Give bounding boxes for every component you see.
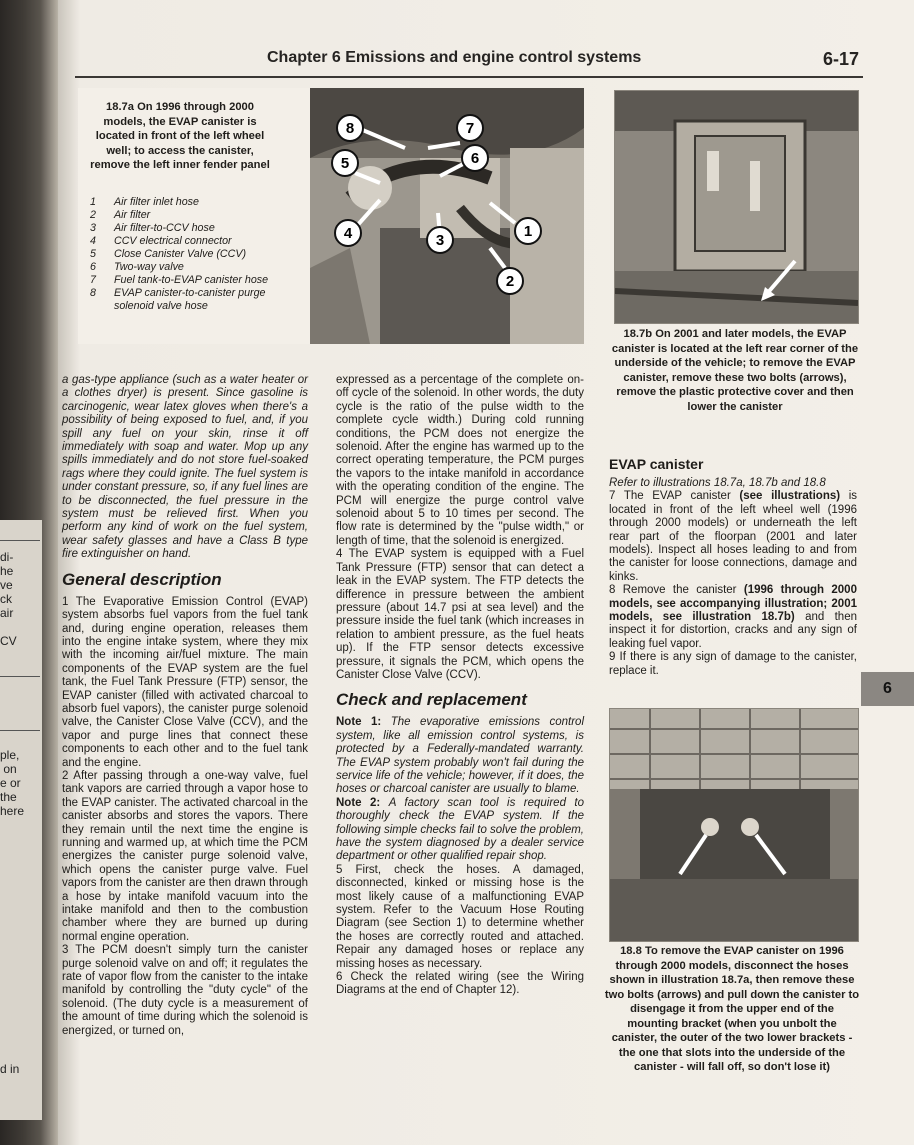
paragraph-2: 2 After passing through a one-way valve, fuel tank vapors are carried through a vapor hose to the EVAP canister. The activated charcoal in the canister absorbs and stores the vapors. There they remain until the next time the engine is running and warmed up, at which time the PCM energizes the canister purge solenoid valve, which opens the canister purge valve. Fuel vapors from the canister are then drawn through a hose by intake manifold vacuum into the intake manifold and then to the combustion chamber where they are burned up during normal engine operation. <box>62 769 308 943</box>
chapter-title: Chapter 6 Emissions and engine control systems <box>267 49 642 66</box>
previous-page-fragment: d in <box>0 1062 20 1076</box>
section-heading-check-and-replacement: Check and replacement <box>336 690 527 710</box>
legend-item <box>90 248 280 261</box>
legend-item <box>90 222 280 235</box>
legend-item <box>90 209 280 222</box>
paragraph-7 <box>609 490 857 584</box>
callout-label: 3 <box>435 232 445 249</box>
previous-page-fragment: he <box>0 564 14 578</box>
callout-label: 1 <box>523 223 533 240</box>
previous-page-fragment: ple, <box>0 748 20 762</box>
paragraph-7-bold: (see illustrations) <box>739 490 841 503</box>
legend-number: 2 <box>90 209 96 221</box>
text-column-3 <box>609 455 857 678</box>
page-number: 6-17 <box>822 49 859 69</box>
previous-page-rule <box>0 540 40 541</box>
paragraph-4: 4 The EVAP system is equipped with a Fuel Tank Pressure (FTP) sensor that can detect a leak in the EVAP system. The FTP detects the difference in pressure between the ambient pressure (about 14.7 psi at sea level) and the pressure inside the fuel tank (which increases in relation to ambient pressure, as the fuel heats up). If the FTP sensor detects excessive pressure, it signals the PCM, which opens the Canister Close Valve (CCV). <box>336 548 584 681</box>
previous-page-fragment: di- <box>0 550 14 564</box>
callout-label: 5 <box>340 155 350 172</box>
callout-label: 6 <box>470 150 480 167</box>
legend-label: Two-way valve <box>114 261 184 273</box>
engine-bay-photo <box>310 88 584 344</box>
previous-page-rule <box>0 676 40 677</box>
note-1-label: Note 1: <box>336 716 382 729</box>
legend-label: Air filter <box>114 209 151 221</box>
paragraph-8-rest: and then inspect it for distortion, cracks and any sign of leaking fuel vapor. <box>609 611 857 650</box>
legend-label: CCV electrical connector <box>114 235 232 247</box>
legend-number: 6 <box>90 261 96 273</box>
legend-label: Air filter-to-CCV hose <box>114 222 215 234</box>
figure-18-7a-caption: 18.7a On 1996 through 2000 models, the EVAP canister is located in front of the left wheel well; to access the canister, remove the left inner fender panel <box>90 101 270 171</box>
chapter-thumb-tab: 6 <box>861 672 914 706</box>
illustration-reference: Refer to illustrations 18.7a, 18.7b and 18.8 <box>609 477 826 489</box>
previous-page-fragment: air <box>0 606 14 620</box>
previous-page-rule <box>0 730 40 731</box>
previous-page-fragment: CV <box>0 634 17 648</box>
previous-page-fragment: e or <box>0 776 21 790</box>
legend-number: 8 <box>90 287 96 299</box>
legend-number: 3 <box>90 222 96 234</box>
legend-label: Close Canister Valve (CCV) <box>114 248 247 260</box>
note-2-label: Note 2: <box>336 796 381 809</box>
page-header <box>267 49 867 71</box>
figure-18-7a-photo <box>310 88 584 344</box>
paragraph-3-continued: expressed as a percentage of the complete on-off cycle of the solenoid. In other words, the duty cycle is the ratio of the pulse width to the complete cycle width.) During cold running conditions, the PCM does not energize the solenoid. After the engine has warmed up to the correct operating temperature, the PCM purges the vapors to the intake manifold in accordance with the operating condition of the engine. The PCM will energize the purge control valve solenoid about 5 to 10 times per second. The flow rate is determined by the "pulse width," or length of time, that the solenoid is energized. <box>336 374 584 547</box>
figure-18-7a-legend <box>90 196 280 313</box>
legend-label: Air filter inlet hose <box>114 196 199 208</box>
paragraph-7-rest: is located in front of the left wheel well (1996 through 2000 models) or underneath the left rear part of the floorpan (2001 and later models). Inspect all hoses leading to and from the canister for loose connections, damage and kinks. <box>609 490 858 583</box>
warning-continued: a gas-type appliance (such as a water heater or a clothes dryer) is present. Since gasoline is carcinogenic, wear latex gloves when there's a possibility of being exposed to fuel, and, if you spill any fuel on your skin, rinse it off immediately with soap and water. Mop up any spills immediately and do not store fuel-soaked rags where they could ignite. The fuel system is under constant pressure, so, if any fuel lines are to be disconnected, the fuel pressure in the system must be relieved first. When you perform any kind of work on the fuel system, wear safety glasses and have a Class B type fire extinguisher on hand. <box>62 374 308 561</box>
paragraph-8 <box>609 584 857 651</box>
legend-label: Fuel tank-to-EVAP canister hose <box>114 274 269 286</box>
section-heading-general-description: General description <box>62 569 222 589</box>
text-column-2 <box>336 374 584 998</box>
previous-page-fragment: ck <box>0 592 12 606</box>
legend-item <box>90 235 280 248</box>
paragraph-8-bold: (1996 through 2000 models, see accompanying illustration; 2001 models, see illustration 18.7b) <box>609 584 857 624</box>
canister-bolts-photo <box>610 709 858 941</box>
legend-label: EVAP canister-to-canister purge solenoid valve hose <box>114 287 266 312</box>
callout-label: 8 <box>345 120 355 137</box>
paragraph-9: 9 If there is any sign of damage to the canister, replace it. <box>609 651 857 677</box>
figure-18-8-caption: 18.8 To remove the EVAP canister on 1996 through 2000 models, disconnect the hoses shown in illustration 18.7a, then remove these two bolts (arrows) and pull down the canister to disengage it from the upper end of the mounting bracket (when you unbolt the canister, the outer of the two lower brackets - the one that slots into the underside of the canister - will fall off, so don't lose it) <box>604 945 860 1073</box>
previous-page-fragment: the <box>0 790 17 804</box>
figure-18-7b-caption: 18.7b On 2001 and later models, the EVAP canister is located at the left rear corner of the underside of the vehicle; to remove the EVAP canister, remove these two bolts (arrows), remove the plastic protective cover and then lower the canister <box>611 328 859 413</box>
text-column-1 <box>62 374 308 1038</box>
previous-page-fragment: ve <box>0 578 13 592</box>
note-1-text: The evaporative emissions control system, like all emission control systems, is protected by a Federally-mandated warranty. The EVAP system probably won't fail during the service life of the vehicle; however, if it does, the hoses or charcoal canister are usually to blame. <box>336 716 585 796</box>
paragraph-8-lead: 8 Remove the canister <box>609 584 744 597</box>
legend-number: 1 <box>90 196 96 208</box>
note-2-text: A factory scan tool is required to thoroughly check the EVAP system. If the following simple checks fail to solve the problem, have the system diagnosed by a dealer service department or other qualified repair shop. <box>336 796 585 863</box>
legend-item <box>90 274 280 287</box>
previous-page-fragment: on <box>0 762 17 776</box>
legend-item <box>90 261 280 274</box>
paragraph-3: 3 The PCM doesn't simply turn the canister purge solenoid valve on and off; it regulates the rate of vapor flow from the canister to the intake manifold by controlling the "duty cycle" of the solenoid. (The duty cycle is a measurement of the amount of time during which the solenoid is energized, or turned on, <box>62 944 308 1037</box>
legend-number: 5 <box>90 248 96 260</box>
paragraph-7-lead: 7 The EVAP canister <box>609 490 740 503</box>
callout-label: 7 <box>465 120 475 137</box>
legend-number: 4 <box>90 235 96 247</box>
subheading-evap-canister: EVAP canister <box>609 456 704 472</box>
note-1 <box>336 716 584 796</box>
legend-item <box>90 287 280 313</box>
legend-item <box>90 196 280 209</box>
figure-18-7b <box>614 90 859 324</box>
figure-18-8 <box>609 708 859 942</box>
legend-number: 7 <box>90 274 96 286</box>
underbody-canister-photo <box>615 91 858 323</box>
callout-label: 2 <box>505 273 515 290</box>
paragraph-1: 1 The Evaporative Emission Control (EVAP) system absorbs fuel vapors from the fuel tank and, during engine operation, releases them into the engine intake system, where they mix with the incoming air/fuel mixture. The main components of the EVAP system are the fuel tank, the Fuel Tank Pressure (FTP) sensor, the EVAP canister (filled with activated charcoal to absorb fuel vapors), the canister purge solenoid valve, the Canister Close Valve (CCV), and the vapor and purge lines that connect these components to each other and to the fuel tank and the engine. <box>62 595 308 769</box>
note-2 <box>336 797 584 864</box>
previous-page-fragment: here <box>0 804 25 818</box>
callout-label: 4 <box>343 225 353 242</box>
paragraph-5: 5 First, check the hoses. A damaged, disconnected, kinked or missing hose is the most likely cause of a malfunctioning EVAP system. Refer to the Vacuum Hose Routing Diagram (see Section 1) to determine whether the hoses are correctly routed and attached. Repair any damaged hoses or replace any missing hoses as necessary. <box>336 863 584 970</box>
paragraph-6: 6 Check the related wiring (see the Wiring Diagrams at the end of Chapter 12). <box>336 971 584 997</box>
header-divider <box>75 76 863 78</box>
